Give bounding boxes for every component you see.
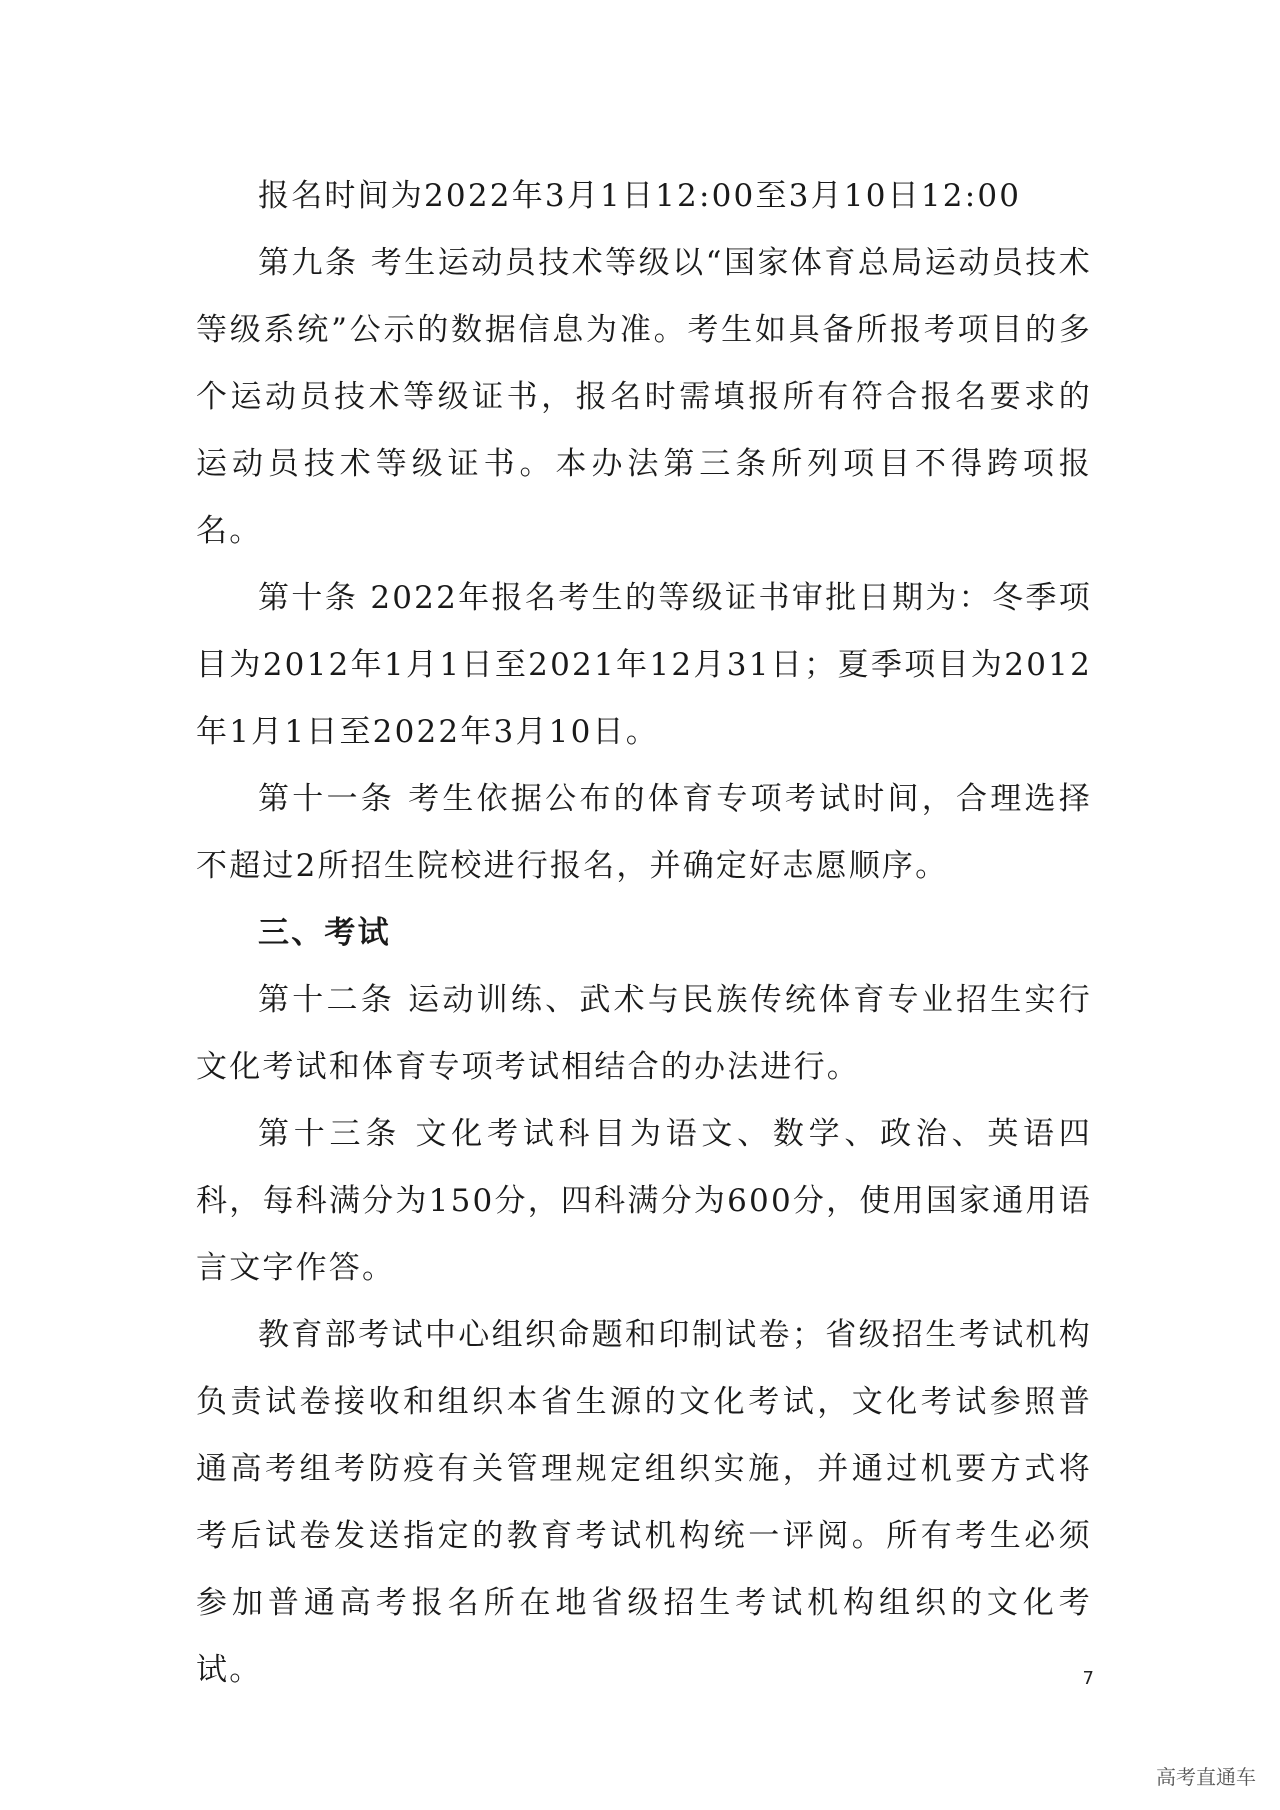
document-body [196, 163, 1092, 1704]
section-heading-exam: 三、考试 [258, 915, 391, 951]
paragraph-registration-time: 报名时间为2022年3月1日12:00至3月10日12:00 [258, 178, 1022, 214]
paragraph-article-10: 第十条 2022年报名考生的等级证书审批日期为：冬季项目为2012年1月1日至2021年12月31日；夏季项目为2012年1月1日至2022年3月10日。 [196, 580, 1092, 750]
paragraph-article-12: 第十二条 运动训练、武术与民族传统体育专业招生实行文化考试和体育专项考试相结合的办法进行。 [196, 982, 1092, 1085]
paragraph-exam-organization: 教育部考试中心组织命题和印制试卷；省级招生考试机构负责试卷接收和组织本省生源的文化考试，文化考试参照普通高考组考防疫有关管理规定组织实施，并通过机要方式将考后试卷发送指定的教育考试机构统一评阅。所有考生必须参加普通高考报名所在地省级招生考试机构组织的文化考试。 [196, 1317, 1092, 1688]
page-number: 7 [1082, 1668, 1094, 1689]
paragraph-article-11: 第十一条 考生依据公布的体育专项考试时间，合理选择不超过2所招生院校进行报名，并确定好志愿顺序。 [196, 781, 1092, 884]
watermark-label: 高考直通车 [1156, 1765, 1256, 1789]
paragraph-article-13: 第十三条 文化考试科目为语文、数学、政治、英语四科，每科满分为150分，四科满分为600分，使用国家通用语言文字作答。 [196, 1116, 1092, 1286]
paragraph-article-9: 第九条 考生运动员技术等级以“国家体育总局运动员技术等级系统”公示的数据信息为准。考生如具备所报考项目的多个运动员技术等级证书，报名时需填报所有符合报名要求的运动员技术等级证书。本办法第三条所列项目不得跨项报名。 [196, 245, 1092, 549]
